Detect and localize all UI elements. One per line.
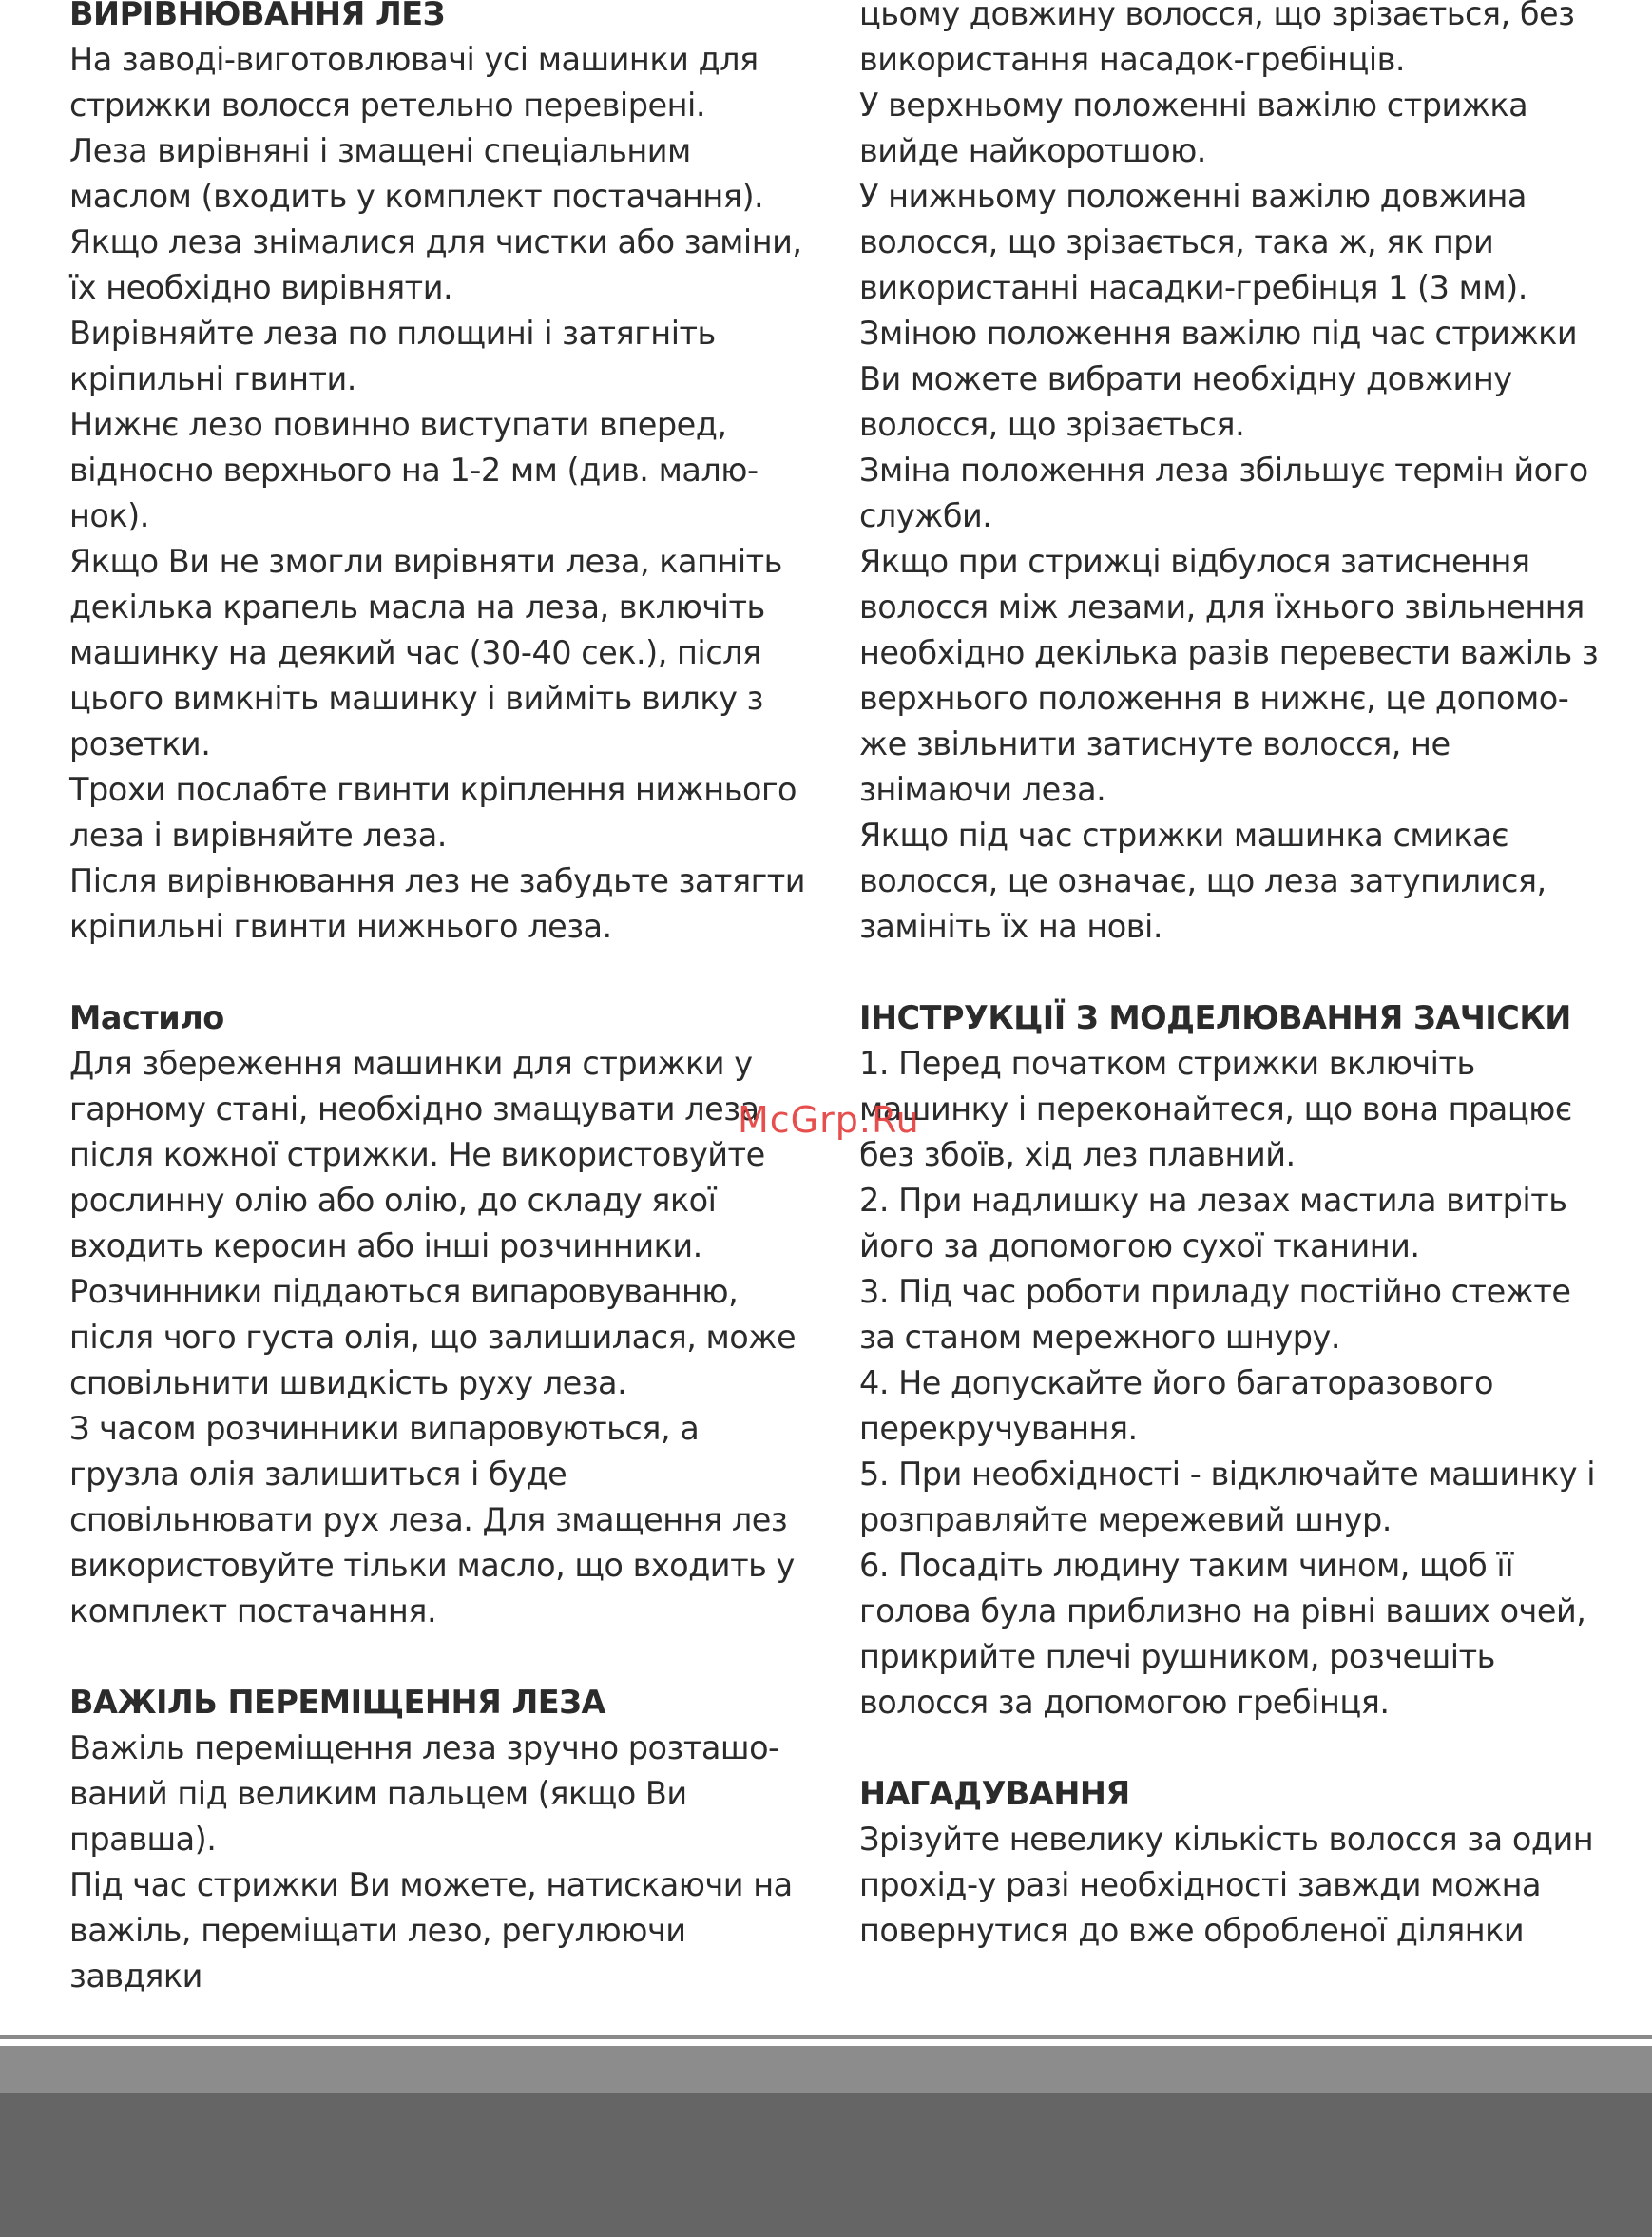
text-line: кріпильні гвинти. <box>69 360 356 397</box>
text-line: Якщо леза знімалися для чистки або заміни, <box>69 223 802 260</box>
text-line: 5. При необхідності - відключайте машинку і <box>859 1456 1596 1493</box>
text-line: кріпильні гвинти нижнього леза. <box>69 908 612 945</box>
text-line: машинку на деякий час (30-40 сек.), після <box>69 634 761 671</box>
text-line: після кожної стрижки. Не використовуйте <box>69 1136 765 1173</box>
text-line: їх необхідно вирівняти. <box>69 269 453 306</box>
text-line: повернутися до вже обробленої ділянки <box>859 1912 1525 1949</box>
text-line: маслом (входить у комплект постачання). <box>69 178 764 215</box>
text-line: Розчинники піддаються випаровуванню, <box>69 1273 739 1310</box>
section-heading: ВАЖІЛЬ ПЕРЕМІЩЕННЯ ЛЕЗА <box>69 1684 605 1721</box>
text-line: використанні насадки-гребінця 1 (3 мм). <box>859 269 1527 306</box>
text-line: комплект постачання. <box>69 1592 437 1630</box>
text-line: Зрізуйте невелику кількість волосся за один <box>859 1821 1594 1858</box>
footer-rule <box>0 2035 1652 2039</box>
text-line: волосся за допомогою гребінця. <box>859 1684 1390 1721</box>
text-line: сповільнити швидкість руху леза. <box>69 1364 627 1401</box>
text-line: після чого густа олія, що залишилася, може <box>69 1319 797 1356</box>
text-line: Ви можете вибрати необхідну довжину <box>859 360 1512 397</box>
text-line: правша). <box>69 1821 217 1858</box>
text-line: використання насадок-гребінців. <box>859 41 1406 78</box>
section-heading: ІНСТРУКЦІЇ З МОДЕЛЮВАННЯ ЗАЧІСКИ <box>859 999 1571 1036</box>
text-line: волосся між лезами, для їхнього звільнення <box>859 588 1585 626</box>
text-line: Якщо при стрижці відбулося затиснення <box>859 543 1530 580</box>
text-line: використовуйте тільки масло, що входить у <box>69 1547 795 1584</box>
text-line: Для збереження машинки для стрижки у <box>69 1045 753 1082</box>
section-heading: НАГАДУВАННЯ <box>859 1775 1130 1812</box>
text-line: волосся, це означає, що леза затупилися, <box>859 862 1546 899</box>
text-line: Зміна положення леза збільшує термін його <box>859 452 1588 489</box>
text-line: верхнього положення в нижнє, це допомо- <box>859 680 1569 717</box>
text-line: У нижньому положенні важілю довжина <box>859 178 1527 215</box>
text-line: Якщо Ви не змогли вирівняти леза, капніть <box>69 543 782 580</box>
text-line: Леза вирівняні і змащені спеціальним <box>69 132 691 169</box>
text-line: прикрийте плечі рушником, розчешіть <box>859 1638 1495 1675</box>
text-line: сповільнювати рух леза. Для змащення лез <box>69 1501 788 1538</box>
text-line: ваний під великим пальцем (якщо Ви <box>69 1775 687 1812</box>
text-line: Трохи послабте гвинти кріплення нижнього <box>69 771 797 808</box>
text-line: грузла олія залишиться і буде <box>69 1456 567 1493</box>
text-line: служби. <box>859 497 992 534</box>
text-line: 2. При надлишку на лезах мастила витріть <box>859 1182 1567 1219</box>
footer-band-light <box>0 2046 1652 2093</box>
text-line: Під час стрижки Ви можете, натискаючи на <box>69 1866 793 1903</box>
footer-band-dark <box>0 2093 1652 2237</box>
text-line: 1. Перед початком стрижки включіть <box>859 1045 1475 1082</box>
text-line: машинку і переконайтеся, що вона працює <box>859 1090 1572 1128</box>
text-line: же звільнити затиснуте волосся, не <box>859 725 1450 762</box>
section-heading: Мастило <box>69 999 224 1036</box>
text-line: гарному стані, необхідно змащувати леза <box>69 1090 759 1128</box>
text-line: цього вимкніть машинку і вийміть вилку з <box>69 680 763 717</box>
text-line: за станом мережного шнуру. <box>859 1319 1340 1356</box>
text-line: замініть їх на нові. <box>859 908 1162 945</box>
text-line: леза і вирівняйте леза. <box>69 817 447 854</box>
text-line: 4. Не допускайте його багаторазового <box>859 1364 1493 1401</box>
text-line: рослинну олію або олію, до складу якої <box>69 1182 717 1219</box>
text-line: відносно верхнього на 1-2 мм (див. малю- <box>69 452 759 489</box>
text-line: нок). <box>69 497 149 534</box>
text-line: На заводі-виготовлювачі усі машинки для <box>69 41 759 78</box>
text-line: 3. Під час роботи приладу постійно стежте <box>859 1273 1571 1310</box>
text-line: голова була приблизно на рівні ваших очей, <box>859 1592 1586 1630</box>
text-line: волосся, що зрізається, така ж, як при <box>859 223 1494 260</box>
text-line: декілька крапель масла на леза, включіть <box>69 588 765 626</box>
text-line: перекручування. <box>859 1410 1138 1447</box>
text-line: З часом розчинники випаровуються, а <box>69 1410 700 1447</box>
text-line: знімаючи леза. <box>859 771 1106 808</box>
text-line: без збоїв, хід лез плавний. <box>859 1136 1296 1173</box>
text-line: Якщо під час стрижки машинка смикає <box>859 817 1509 854</box>
text-line: розправляйте мережевий шнур. <box>859 1501 1392 1538</box>
text-line: стрижки волосся ретельно перевірені. <box>69 87 705 124</box>
text-line: прохід-у разі необхідності завжди можна <box>859 1866 1542 1903</box>
text-line: Важіль переміщення леза зручно розташо- <box>69 1729 779 1766</box>
watermark: McGrp.Ru <box>738 1099 920 1141</box>
text-line: необхідно декілька разів перевести важіль з <box>859 634 1599 671</box>
text-line: У верхньому положенні важілю стрижка <box>859 87 1528 124</box>
text-line: Вирівняйте леза по площині і затягніть <box>69 315 716 352</box>
text-line: волосся, що зрізається. <box>859 406 1245 443</box>
text-line: важіль, переміщати лезо, регулюючи <box>69 1912 686 1949</box>
text-line: 6. Посадіть людину таким чином, щоб її <box>859 1547 1514 1584</box>
text-line: вийде найкоротшою. <box>859 132 1206 169</box>
text-line: Після вирівнювання лез не забудьте затягти <box>69 862 805 899</box>
text-line: завдяки <box>69 1957 202 1995</box>
text-line: розетки. <box>69 725 211 762</box>
section-heading: ВИРІВНЮВАННЯ ЛЕЗ <box>69 0 445 32</box>
text-line: цьому довжину волосся, що зрізається, без <box>859 0 1575 32</box>
text-line: входить керосин або інші розчинники. <box>69 1227 702 1264</box>
text-line: його за допомогою сухої тканини. <box>859 1227 1420 1264</box>
text-line: Зміною положення важілю під час стрижки <box>859 315 1578 352</box>
text-line: Нижнє лезо повинно виступати вперед, <box>69 406 727 443</box>
